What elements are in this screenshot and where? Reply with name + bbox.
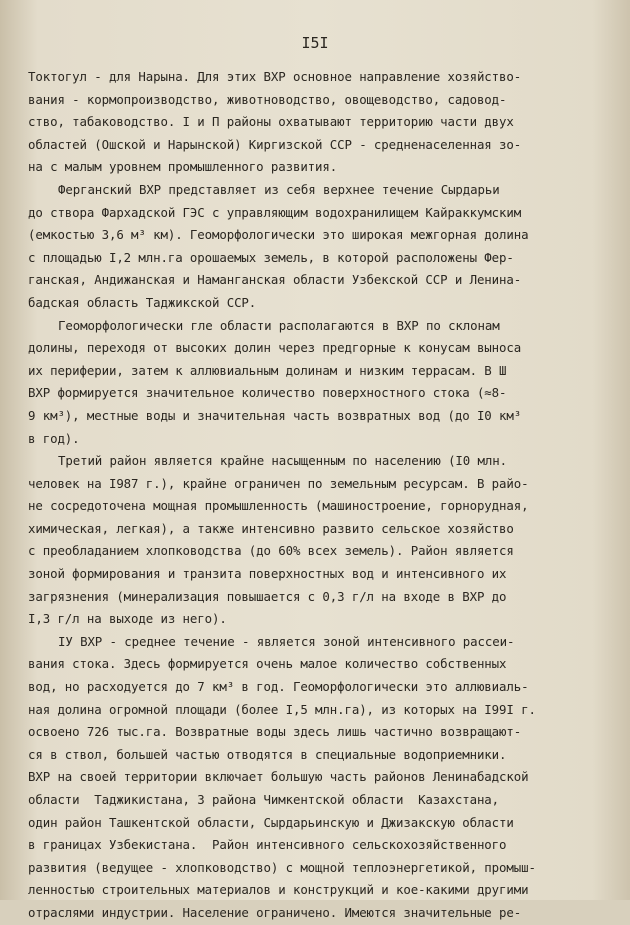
text-line: до створа Фархадской ГЭС с управляющим водохранилищем Кайраккумским (28, 204, 522, 220)
text-line: ВХР формируется значительное количество поверхностного стока (≈8- (28, 385, 507, 401)
text-line: на с малым уровнем промышленного развития. (28, 159, 338, 175)
page-number: I5I (301, 34, 329, 52)
text-line: химическая, легкая), а также интенсивно развито сельское хозяйство (28, 520, 514, 536)
text-line: ВХР на своей территории включает большую часть районов Ленинабадской (28, 769, 529, 785)
text-line: развития (ведущее - хлопководство) с мощной теплоэнергетикой, промыш- (28, 859, 536, 875)
text-line: зоной формирования и транзита поверхностных вод и интенсивного их (28, 566, 507, 582)
text-line: в границах Узбекистана. Район интенсивного сельскохозяйственного (28, 837, 507, 853)
text-line: областей (Ошской и Нарынской) Киргизской ССР - средненаселенная зо- (28, 136, 522, 152)
text-line: ганская, Андижанская и Наманганская области Узбекской ССР и Ленина- (28, 272, 522, 288)
text-line: Третий район является крайне насыщенным по населению (I0 млн. (58, 453, 507, 469)
text-line: (емкостью 3,6 м³ км). Геоморфологически это широкая межгорная долина (28, 227, 529, 243)
text-line: I,3 г/л на выходе из него). (28, 611, 227, 627)
text-line: ленностью строительных материалов и конструкций и кое-какими другими (28, 882, 529, 898)
body-text (28, 66, 608, 925)
text-line: загрязнения (минерализация повышается с 0,3 г/л на входе в ВХР до (28, 588, 507, 604)
text-line: ная долина огромной площади (более I,5 млн.га), из которых на I99I г. (28, 701, 536, 717)
text-line: Ферганский ВХР представляет из себя верхнее течение Сырдарьи (58, 181, 500, 197)
text-line: отраслями индустрии. Население ограничено. Имеются значительные ре- (28, 904, 522, 920)
text-line: с преобладанием хлопководства (до 60% всех земель). Район является (28, 543, 514, 559)
text-line: их периферии, затем к аллювиальным долинам и низким террасам. В Ш (28, 362, 507, 378)
text-line: долины, переходя от высоких долин через предгорные к конусам выноса (28, 340, 522, 356)
text-line: человек на I987 г.), крайне ограничен по земельным ресурсам. В райо- (28, 475, 529, 491)
text-line: ся в ствол, большей частью отводятся в специальные водоприемники. (28, 746, 507, 762)
text-line: 9 км³), местные воды и значительная часть возвратных вод (до I0 км³ (28, 407, 522, 423)
text-line: не сосредоточена мощная промышленность (машиностроение, горнорудная, (28, 498, 529, 514)
text-line: вания стока. Здесь формируется очень малое количество собственных (28, 656, 507, 672)
text-line: освоено 726 тыс.га. Возвратные воды здесь лишь частично возвращают- (28, 724, 522, 740)
text-line: в год). (28, 430, 80, 446)
text-line: бадская область Таджикской ССР. (28, 294, 257, 310)
text-line: один район Ташкентской области, Сырдарьинскую и Джизакскую области (28, 814, 514, 830)
text-line: Токтогул - для Нарына. Для этих ВХР основное направление хозяйство- (28, 69, 522, 84)
text-line: IУ ВХР - среднее течение - является зоной интенсивного рассеи- (58, 633, 515, 649)
text-line: вод, но расходуется до 7 км³ в год. Геоморфологически это аллювиаль- (28, 679, 529, 695)
text-line: с площадью I,2 млн.га орошаемых земель, в которой расположены Фер- (28, 249, 514, 265)
text-line: ство, табаководство. I и П районы охватывают территорию части двух (28, 114, 514, 130)
text-line: Геоморфологически гле области располагаются в ВХР по склонам (58, 317, 500, 333)
text-line: вания - кормопроизводство, животноводство, овощеводство, садовод- (28, 91, 507, 107)
text-line: области Таджикистана, 3 района Чимкентской области Казахстана, (28, 792, 500, 807)
